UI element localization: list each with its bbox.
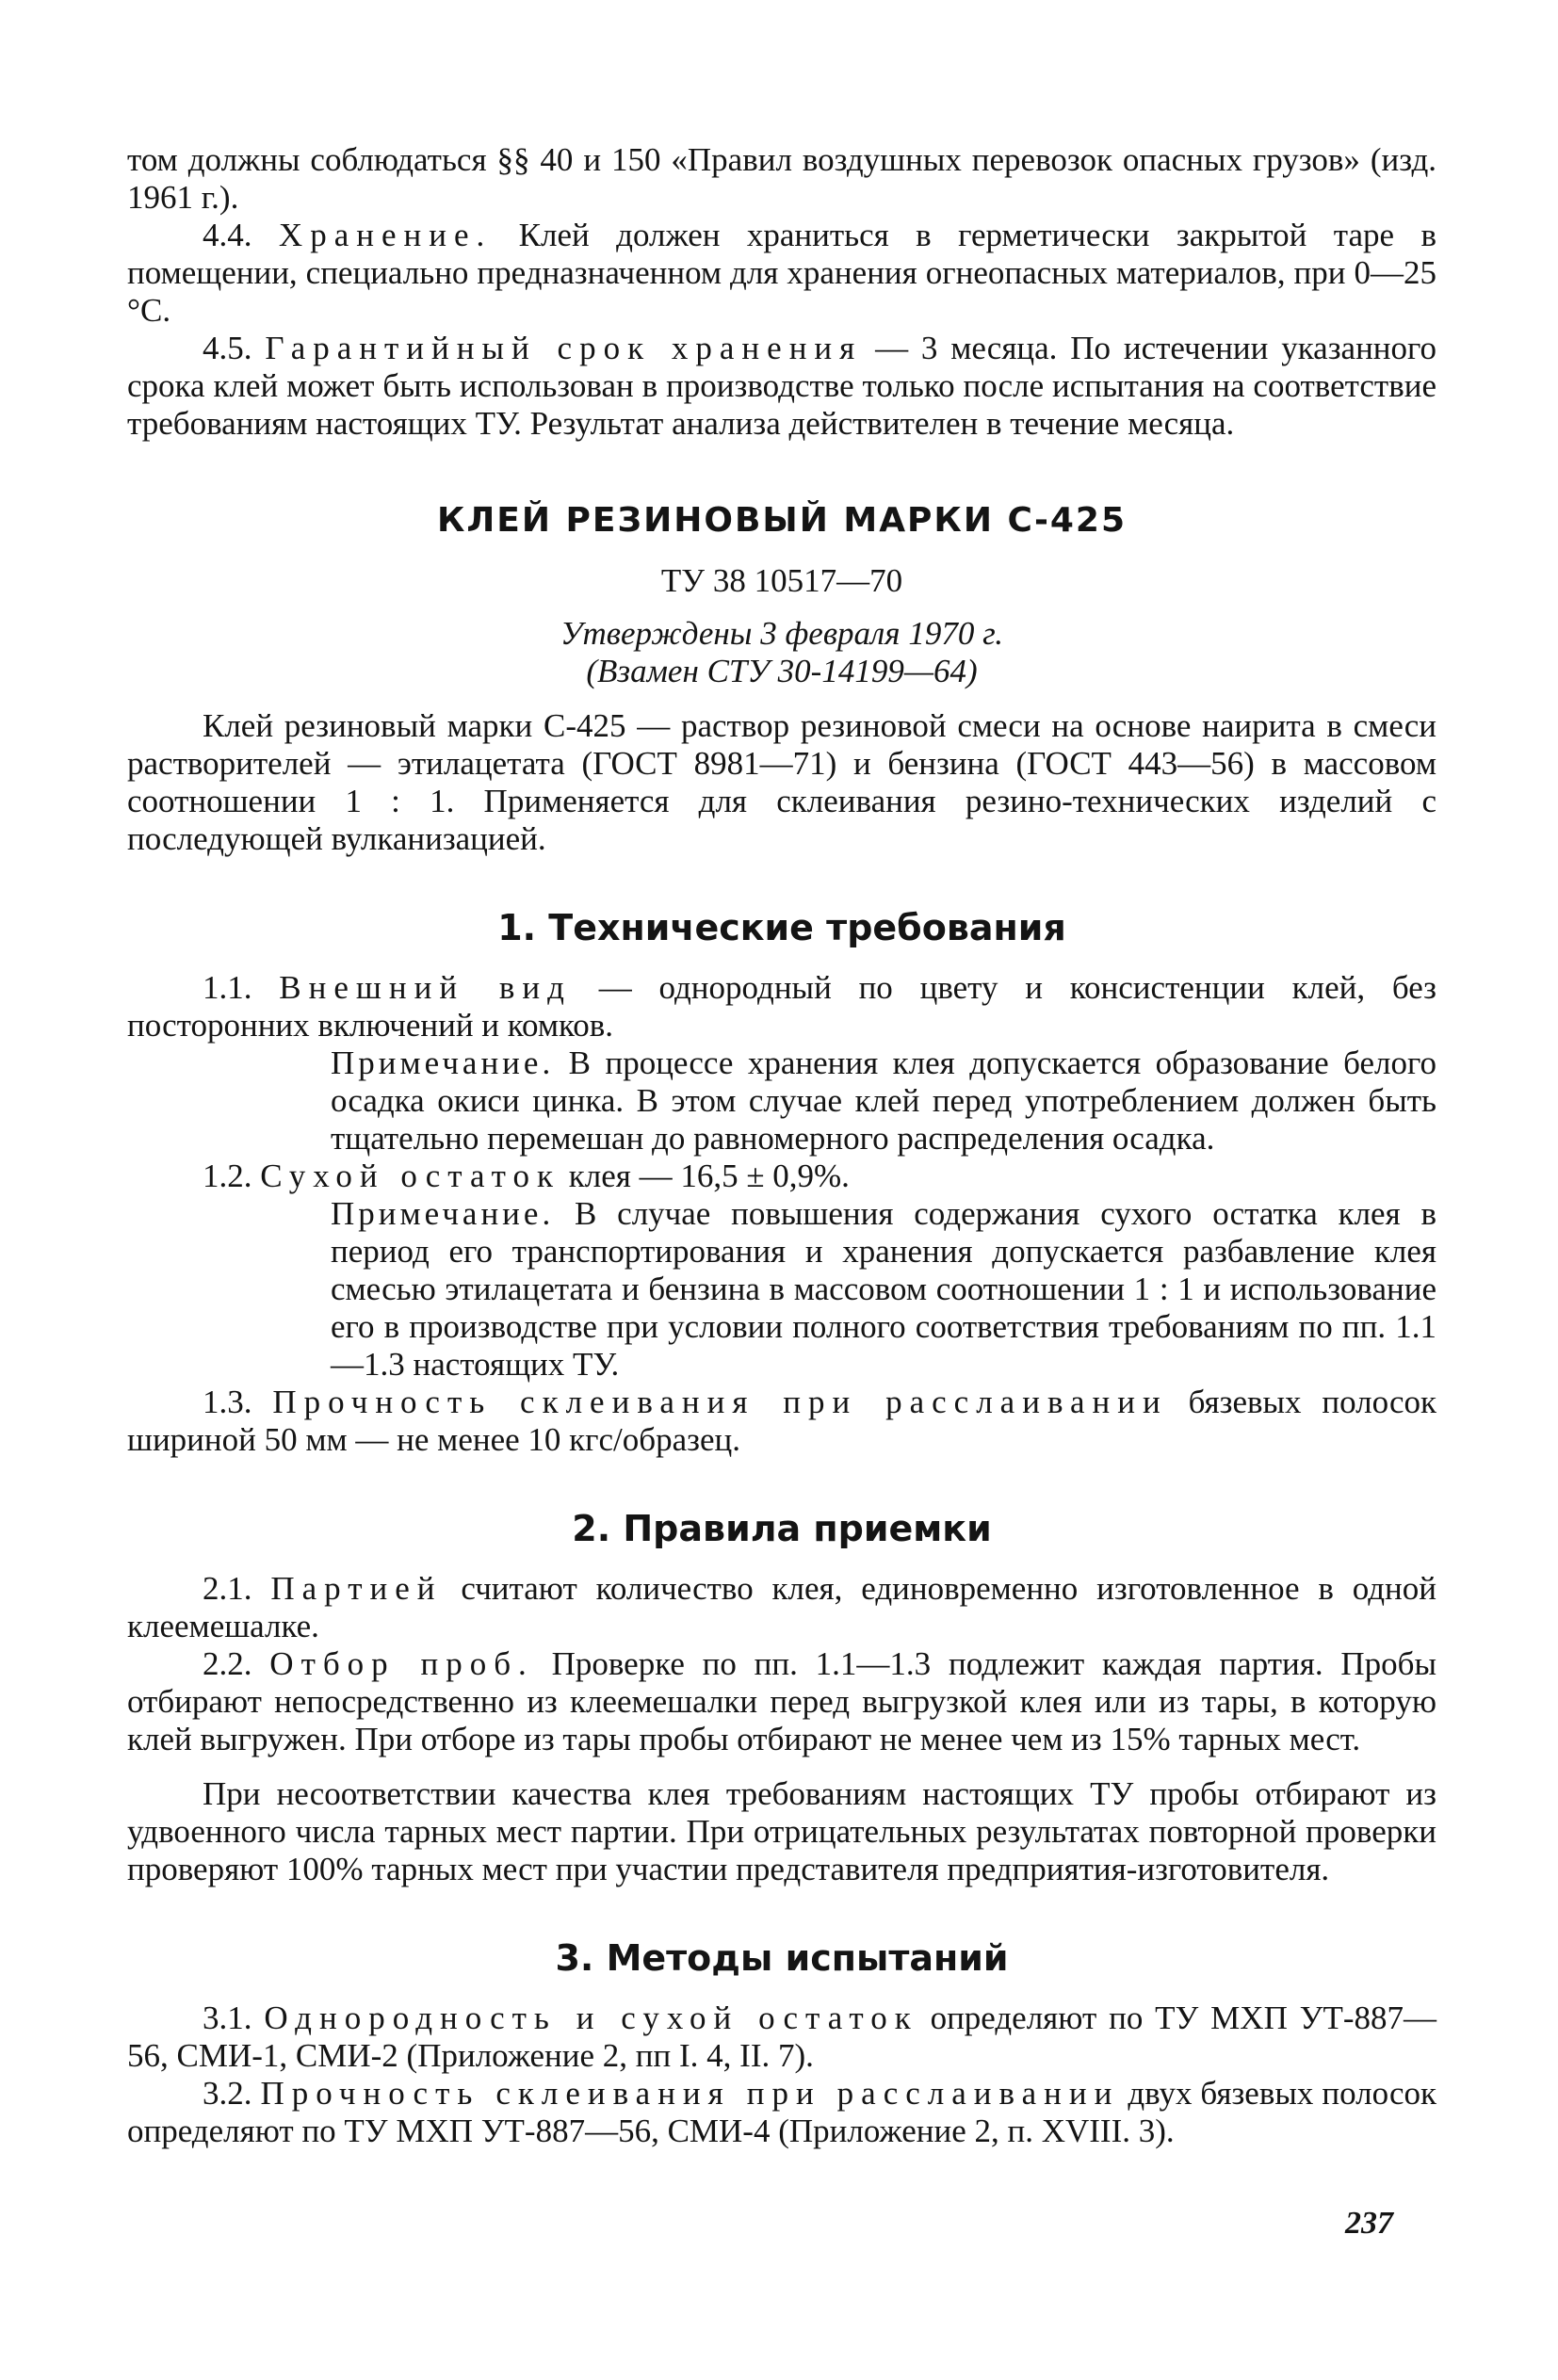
section-heading-acceptance-rules: 2. Правила приемки xyxy=(572,1508,992,1549)
clause-term: Хранение. xyxy=(278,217,493,253)
note-1 xyxy=(331,1044,1436,1158)
clause-number: 3.1. xyxy=(203,2000,252,2036)
clause-term: Партией xyxy=(270,1570,443,1607)
note-label: Примечание. xyxy=(331,1195,555,1232)
clause-term: Прочность склеивания при расслаивании xyxy=(272,1384,1168,1420)
clause-text: — однородный по цвету и консистенции клей, без посторонних включений и комков. xyxy=(127,969,1437,1044)
clause-text: считают количество клея, единовременно изготовленное в одной клеемешалке. xyxy=(127,1570,1437,1644)
product-title: КЛЕЙ РЕЗИНОВЫЙ МАРКИ С-425 xyxy=(436,501,1128,540)
clause-2-2-retest: При несоответствии качества клея требованиям настоящих ТУ пробы отбирают из удвоенного числа тарных мест партии. При отрицательных результатах повторной проверки проверяют 100% тарных мест при участии представителя предприятия-изготовителя. xyxy=(127,1775,1436,1887)
clause-4-5 xyxy=(127,330,1436,443)
clause-text: — 3 месяца. По истечении указанного срока клей может быть использован в производстве только после испытания на соответствие требованиям настоящих ТУ. Результат анализа действителен в течение месяца. xyxy=(127,330,1437,442)
clause-text: клея — 16,5 ± 0,9%. xyxy=(568,1158,850,1194)
section-heading-technical-requirements: 1. Технические требования xyxy=(497,907,1066,948)
note-label: Примечание. xyxy=(331,1044,555,1081)
page-number: 237 xyxy=(1345,2206,1393,2241)
clause-number: 2.2. xyxy=(203,1645,252,1682)
clause-number: 1.3. xyxy=(203,1384,252,1420)
clause-number: 1.1. xyxy=(203,969,252,1006)
clause-number: 4.4. xyxy=(203,217,252,253)
clause-3-1 xyxy=(127,2000,1436,2075)
clause-2-2 xyxy=(127,1645,1436,1758)
clause-1-1 xyxy=(127,969,1436,1044)
section-heading-test-methods: 3. Методы испытаний xyxy=(555,1937,1009,1979)
clause-term: Отбор проб. xyxy=(269,1645,534,1682)
clause-4-4 xyxy=(127,217,1436,330)
intro-paragraph-continuation: том должны соблюдаться §§ 40 и 150 «Правил воздушных перевозок опасных грузов» (изд. 1961 г.). xyxy=(127,141,1436,216)
clause-term: Сухой остаток xyxy=(260,1158,560,1194)
replaces-standard: (Взамен СТУ 30-14199—64) xyxy=(586,653,978,689)
clause-term: Прочность склеивания при расслаивании xyxy=(260,2075,1120,2112)
clause-text: бязевых полосок шириной 50 мм — не менее 10 кгс/образец. xyxy=(127,1384,1436,1458)
clause-2-1 xyxy=(127,1570,1436,1645)
clause-term: Гарантийный срок хранения xyxy=(265,330,863,366)
clause-term: Однородность и сухой остаток xyxy=(264,2000,918,2036)
note-2 xyxy=(331,1195,1436,1384)
clause-3-2 xyxy=(127,2075,1436,2150)
note-text: В случае повышения содержания сухого остатка клея в период его транспортирования и хранения допускается разбавление клея смесью этилацетата и бензина в массовом соотношении 1 : 1 и использование его в производстве при условии полного соответствия требованиям по пп. 1.1—1.3 настоящих ТУ. xyxy=(331,1195,1437,1383)
clause-text: двух бязевых полосок определяют по ТУ МХП УТ-887—56, СМИ-4 (Приложение 2, п. XVIII. 3). xyxy=(127,2075,1436,2149)
clause-number: 3.2. xyxy=(203,2075,252,2112)
clause-1-3 xyxy=(127,1384,1436,1459)
document-page xyxy=(127,141,1436,2150)
clause-number: 2.1. xyxy=(203,1570,252,1607)
approval-date: Утверждены 3 февраля 1970 г. xyxy=(560,615,1004,652)
clause-text: определяют по ТУ МХП УТ-887—56, СМИ-1, СМИ-2 (Приложение 2, пп I. 4, II. 7). xyxy=(127,2000,1436,2074)
product-standard: ТУ 38 10517—70 xyxy=(660,562,903,599)
clause-text: Проверке по пп. 1.1—1.3 подлежит каждая партия. Пробы отбирают непосредственно из клеемешалки перед выгрузкой клея или из тары, в которую клей выгружен. При отборе из тары пробы отбирают не менее чем из 15% тарных мест. xyxy=(127,1645,1437,1757)
clause-number: 4.5. xyxy=(203,330,252,366)
clause-term: Внешний вид xyxy=(279,969,572,1006)
clause-number: 1.2. xyxy=(203,1158,252,1194)
clause-1-2 xyxy=(127,1158,1436,1195)
product-description: Клей резиновый марки С-425 — раствор резиновой смеси на основе наирита в смеси растворителей — этилацетата (ГОСТ 8981—71) и бензина (ГОСТ 443—56) в массовом соотношении 1 : 1. Применяется для склеивания резино-технических изделий с последующей вулканизацией. xyxy=(127,707,1436,857)
note-text: В процессе хранения клея допускается образование белого осадка окиси цинка. В этом случае клей перед употреблением должен быть тщательно перемешан до равномерного распределения осадка. xyxy=(331,1044,1436,1157)
clause-text: Клей должен храниться в герметически закрытой таре в помещении, специально предназначенном для хранения огнеопасных материалов, при 0—25 °С. xyxy=(127,217,1437,329)
